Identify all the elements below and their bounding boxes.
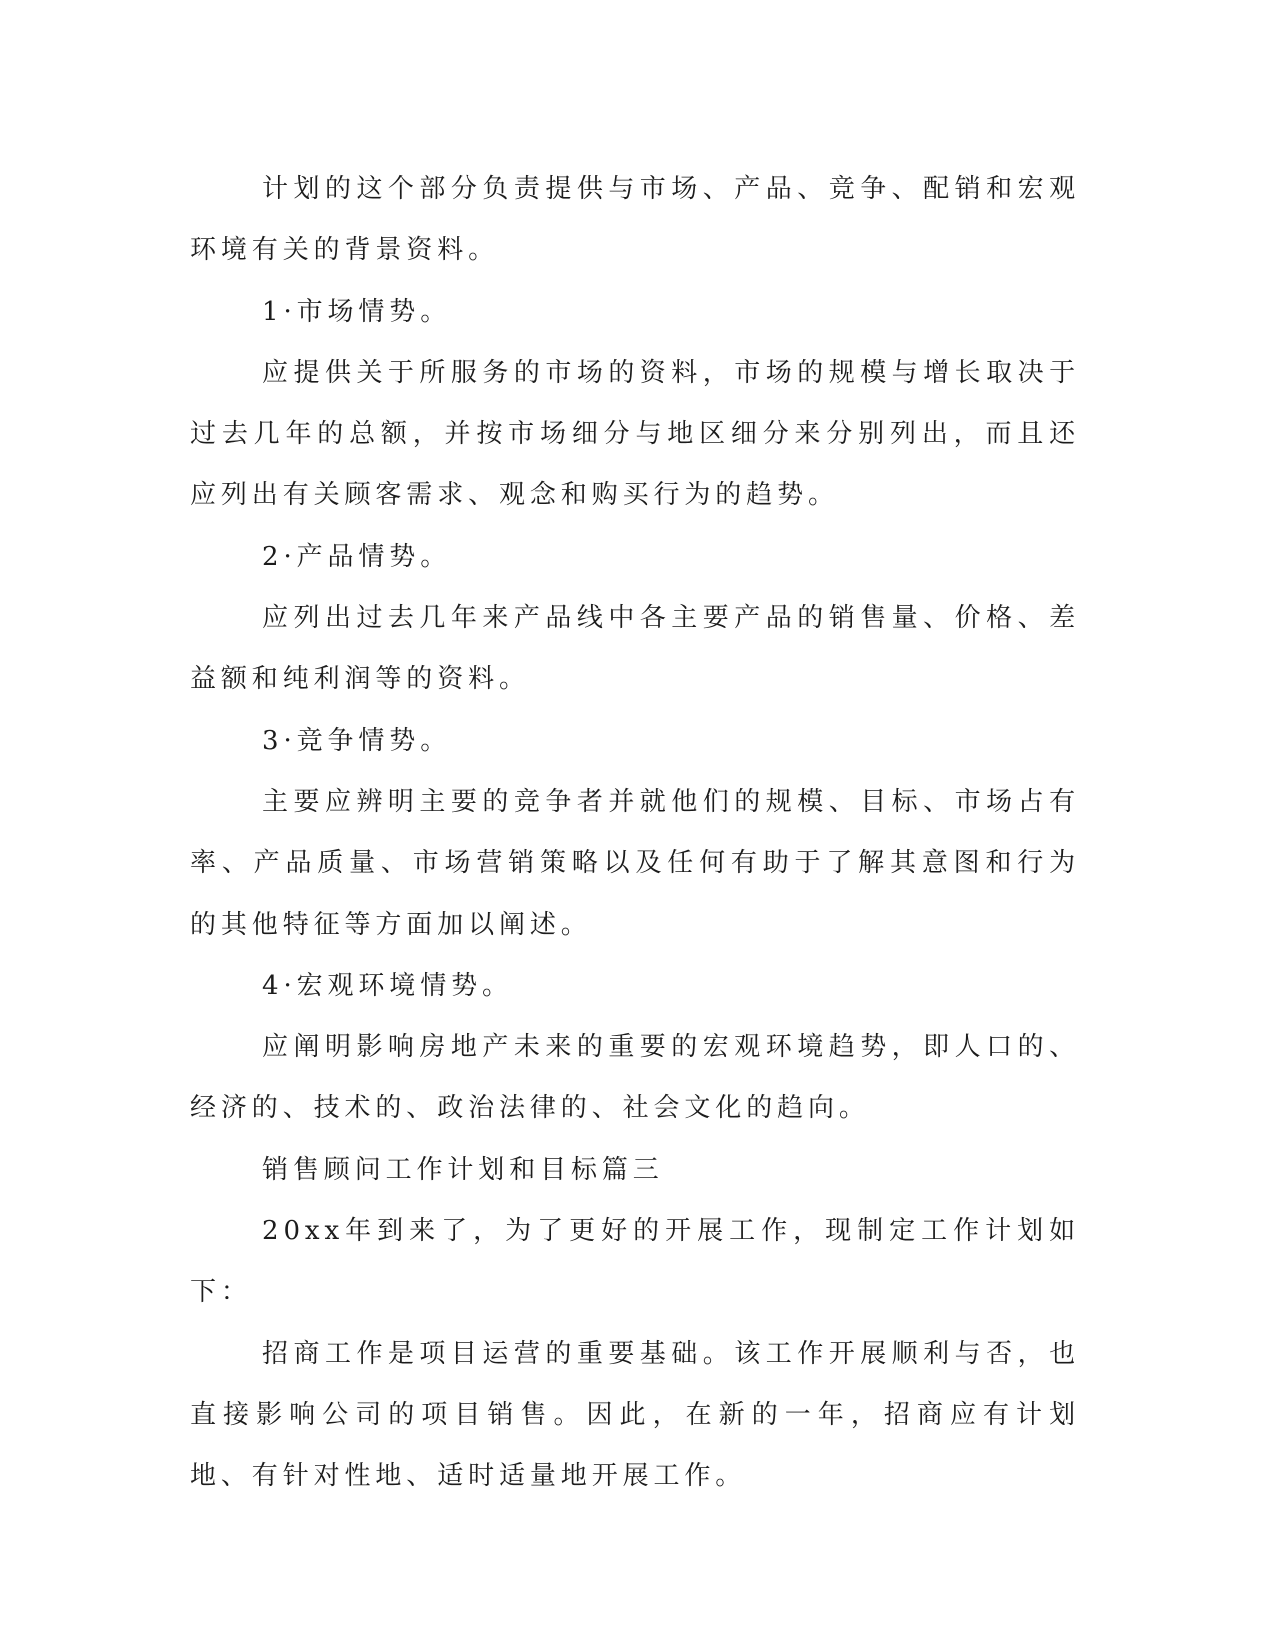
section-title: 销售顾问工作计划和目标篇三 bbox=[262, 1154, 664, 1185]
paragraph-intro: 计划的这个部分负责提供与市场、产品、竞争、配销和宏观环境有关的背景资料。 bbox=[190, 174, 1080, 266]
heading-macro-environment: 4·宏观环境情势。 bbox=[262, 970, 513, 1001]
paragraph-investment-work: 招商工作是项目运营的重要基础。该工作开展顺利与否，也直接影响公司的项目销售。因此，在新的一年，招商应有计划地、有针对性地、适时适量地开展工作。 bbox=[190, 1338, 1080, 1492]
paragraph-plan-intro: 20xx年到来了，为了更好的开展工作，现制定工作计划如下： bbox=[190, 1216, 1080, 1308]
heading-competition-situation: 3·竞争情势。 bbox=[262, 725, 452, 756]
heading-market-situation: 1·市场情势。 bbox=[262, 296, 452, 327]
paragraph-market-situation: 应提供关于所服务的市场的资料，市场的规模与增长取决于过去几年的总额，并按市场细分与地区细分来分别列出，而且还应列出有关顾客需求、观念和购买行为的趋势。 bbox=[190, 357, 1080, 511]
paragraph-macro-environment: 应阐明影响房地产未来的重要的宏观环境趋势，即人口的、经济的、技术的、政治法律的、社会文化的趋向。 bbox=[190, 1032, 1080, 1124]
heading-product-situation: 2·产品情势。 bbox=[262, 541, 452, 572]
document-body bbox=[190, 159, 1080, 1508]
paragraph-product-situation: 应列出过去几年来产品线中各主要产品的销售量、价格、差益额和纯利润等的资料。 bbox=[190, 603, 1080, 695]
paragraph-competition-situation: 主要应辨明主要的竞争者并就他们的规模、目标、市场占有率、产品质量、市场营销策略以及任何有助于了解其意图和行为的其他特征等方面加以阐述。 bbox=[190, 786, 1080, 940]
